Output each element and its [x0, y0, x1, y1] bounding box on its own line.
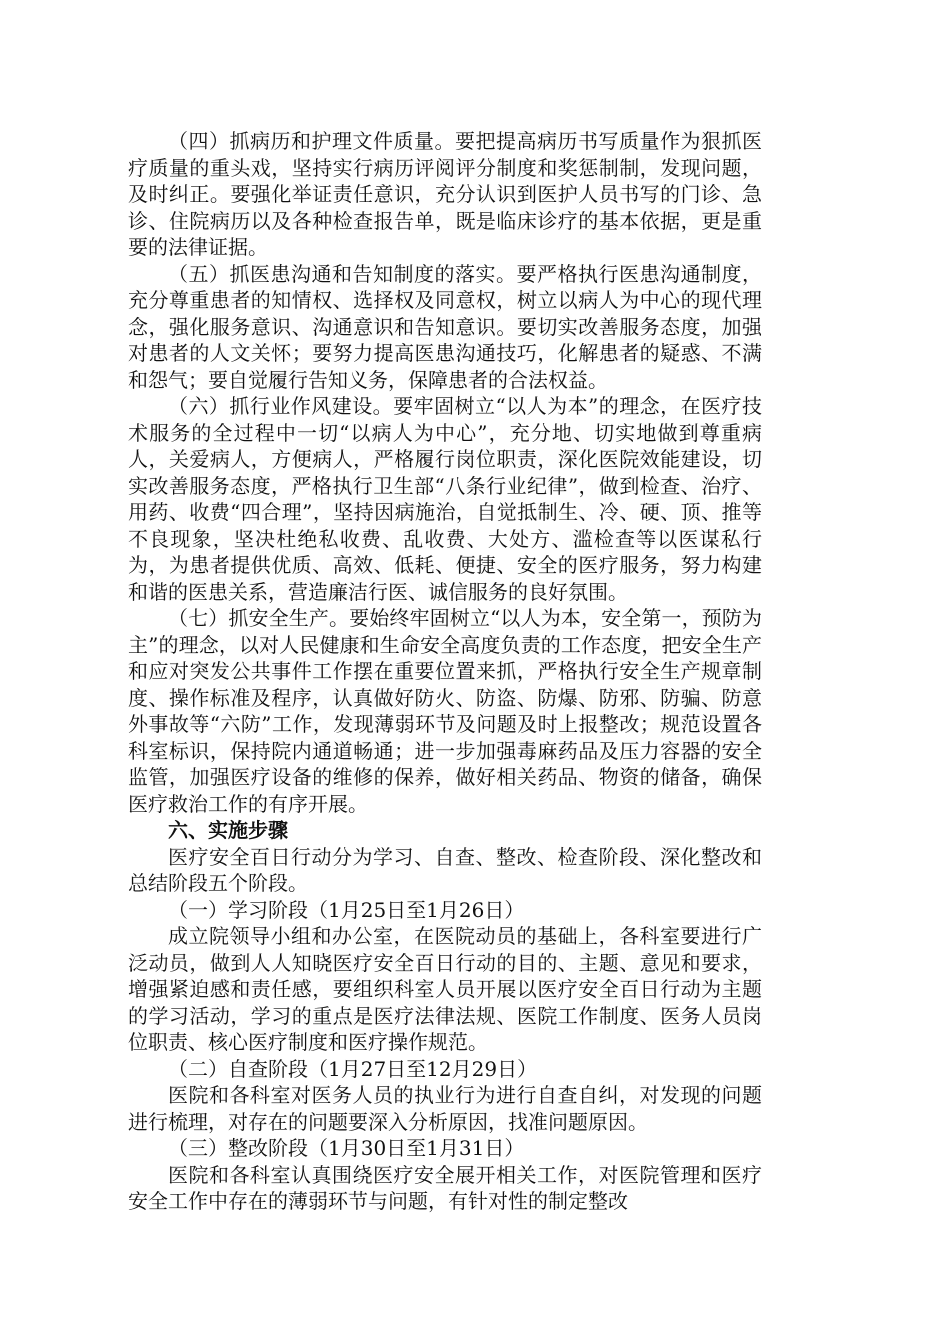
paragraph-item-6: （六）抓行业作风建设。要牢固树立“以人为本”的理念，在医疗技术服务的全过程中一切“以病人为中心”，充分地、切实地做到尊重病人，关爱病人，方便病人，严格履行岗位职责，深化医院效能建设，切实改善服务态度，严格执行卫生部“八条行业纪律”，做到检查、治疗、用药、收费“四合理”，坚持因病施治，自觉抵制生、冷、硬、顶、推等不良现象，坚决杜绝私收费、乱收费、大处方、滥检查等以医谋私行为，为患者提供优质、高效、低耗、便捷、安全的医疗服务，努力构建和谐的医患关系，营造廉洁行医、诚信服务的良好氛围。 [128, 394, 762, 604]
section-heading: 六、实施步骤 [168, 818, 288, 842]
stage-body-3: 医院和各科室认真围绕医疗安全展开相关工作，对医院管理和医疗安全工作中存在的薄弱环节与问题，有针对性的制定整改 [128, 1162, 762, 1213]
stage-body-2: 医院和各科室对医务人员的执业行为进行自查自纠，对发现的问题进行梳理，对存在的问题要深入分析原因，找准问题原因。 [128, 1083, 762, 1134]
section-intro: 医疗安全百日行动分为学习、自查、整改、检查阶段、深化整改和总结阶段五个阶段。 [128, 844, 762, 895]
stage-body-1: 成立院领导小组和办公室，在医院动员的基础上，各科室要进行广泛动员，做到人人知晓医疗安全百日行动的目的、主题、意见和要求，增强紧迫感和责任感，要组织科室人员开展以医疗安全百日行动为主题的学习活动，学习的重点是医疗法律法规、医院工作制度、医务人员岗位职责、核心医疗制度和医疗操作规范。 [128, 924, 762, 1054]
paragraph-item-7: （七）抓安全生产。要始终牢固树立“以人为本，安全第一，预防为主”的理念，以对人民健康和生命安全高度负责的工作态度，把安全生产和应对突发公共事件工作摆在重要位置来抓，严格执行安全生产规章制度、操作标准及程序，认真做好防火、防盗、防爆、防邪、防骗、防意外事故等“六防”工作，发现薄弱环节及问题及时上报整改；规范设置各科室标识，保持院内通道畅通；进一步加强毒麻药品及压力容器的安全监管，加强医疗设备的维修的保养，做好相关药品、物资的储备，确保医疗救治工作的有序开展。 [128, 606, 762, 816]
document-page [128, 128, 762, 1215]
stage-title-1: （一）学习阶段（1月25日至1月26日） [168, 897, 525, 922]
stage-title-2: （二）自查阶段（1月27日至12月29日） [168, 1056, 538, 1081]
paragraph-item-4: （四）抓病历和护理文件质量。要把提高病历书写质量作为狠抓医疗质量的重头戏，坚持实行病历评阅评分制度和奖惩制制，发现问题，及时纠正。要强化举证责任意识，充分认识到医护人员书写的门诊、急诊、住院病历以及各种检查报告单，既是临床诊疗的基本依据，更是重要的法律证据。 [128, 129, 762, 259]
paragraph-item-5: （五）抓医患沟通和告知制度的落实。要严格执行医患沟通制度，充分尊重患者的知情权、选择权及同意权，树立以病人为中心的现代理念，强化服务意识、沟通意识和告知意识。要切实改善服务态度，加强对患者的人文关怀；要努力提高医患沟通技巧，化解患者的疑惑、不满和怨气；要自觉履行告知义务，保障患者的合法权益。 [128, 261, 762, 392]
stage-title-3: （三）整改阶段（1月30日至1月31日） [168, 1136, 525, 1160]
